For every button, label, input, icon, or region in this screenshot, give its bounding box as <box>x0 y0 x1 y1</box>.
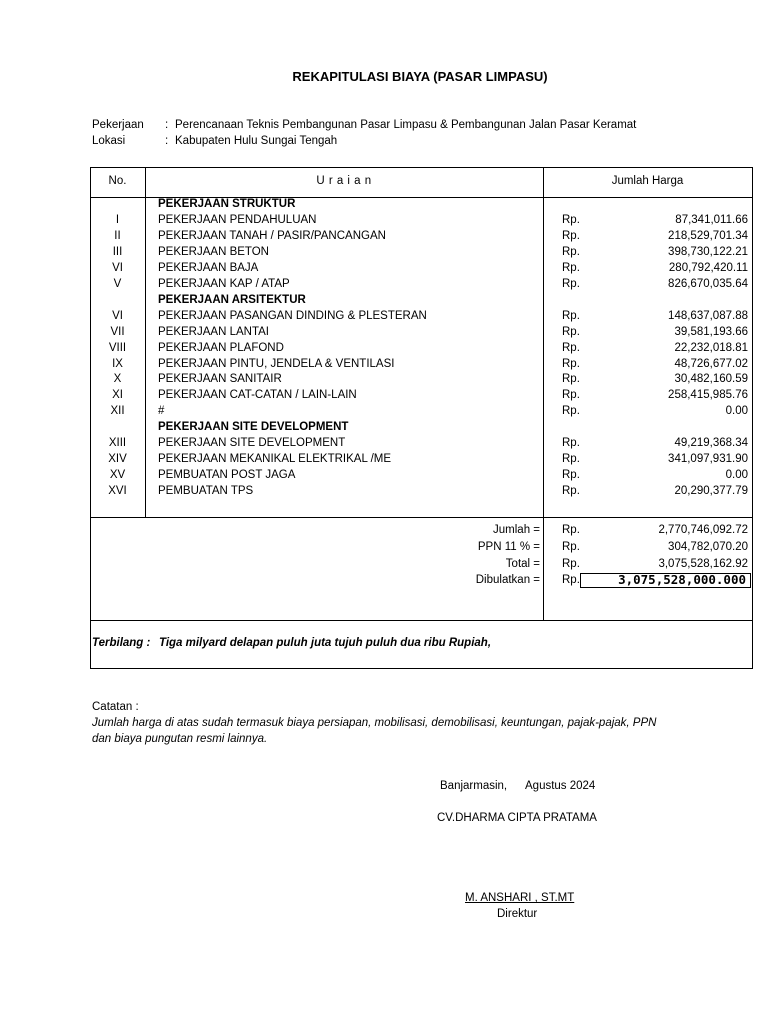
row-currency: Rp. <box>562 453 580 465</box>
dibulatkan-value: 3,075,528,000.000 <box>618 572 746 587</box>
lokasi-colon: : <box>165 135 169 147</box>
row-amount: 0.00 <box>725 405 748 417</box>
signature-place: Banjarmasin, <box>440 780 508 792</box>
row-amount: 826,670,035.64 <box>668 278 748 290</box>
row-amount: 341,097,931.90 <box>668 453 748 465</box>
terbilang-text: Tiga milyard delapan puluh juta tujuh puluh dua ribu Rupiah, <box>159 637 492 649</box>
row-amount: 22,232,018.81 <box>674 342 748 354</box>
row-currency: Rp. <box>562 469 580 481</box>
pekerjaan-label: Pekerjaan <box>92 119 144 131</box>
row-amount: 30,482,160.59 <box>674 373 748 385</box>
catatan-line-1: Jumlah harga di atas sudah termasuk biaya persiapan, mobilisasi, demobilisasi, keuntungan, pajak-pajak, PPN <box>92 717 657 729</box>
row-description: PEMBUATAN TPS <box>158 485 254 497</box>
row-number: III <box>112 246 123 258</box>
lokasi-value: Kabupaten Hulu Sungai Tengah <box>175 135 338 147</box>
row-currency: Rp. <box>562 485 580 497</box>
pekerjaan-value: Perencanaan Teknis Pembangunan Pasar Limpasu & Pembangunan Jalan Pasar Keramat <box>175 119 637 131</box>
ppn-currency: Rp. <box>562 541 580 553</box>
row-currency: Rp. <box>562 373 580 385</box>
row-number: XIV <box>108 453 127 465</box>
row-currency: Rp. <box>562 405 580 417</box>
section-heading: PEKERJAAN ARSITEKTUR <box>158 294 306 306</box>
row-number: XVI <box>108 485 127 497</box>
row-amount: 49,219,368.34 <box>674 437 748 449</box>
row-amount: 20,290,377.79 <box>674 485 748 497</box>
row-number: V <box>113 278 122 290</box>
row-currency: Rp. <box>562 437 580 449</box>
dibulatkan-label: Dibulatkan = <box>475 574 540 586</box>
row-description: PEKERJAAN PINTU, JENDELA & VENTILASI <box>158 358 395 370</box>
row-number: XIII <box>108 437 127 449</box>
row-number: XV <box>109 469 126 481</box>
row-number: VIII <box>108 342 127 354</box>
row-amount: 280,792,420.11 <box>668 262 748 274</box>
row-amount: 48,726,677.02 <box>674 358 748 370</box>
section-heading: PEKERJAAN STRUKTUR <box>158 198 296 210</box>
row-currency: Rp. <box>562 389 580 401</box>
column-header-no: No. <box>108 175 127 187</box>
row-currency: Rp. <box>562 278 580 290</box>
row-amount: 218,529,701.34 <box>668 230 748 242</box>
catatan-line-2: dan biaya pungutan resmi lainnya. <box>92 733 268 745</box>
row-currency: Rp. <box>562 262 580 274</box>
row-currency: Rp. <box>562 358 580 370</box>
row-amount: 258,415,985.76 <box>668 389 748 401</box>
row-number: I <box>115 214 120 226</box>
row-description: PEKERJAAN SANITAIR <box>158 373 282 385</box>
row-number: VI <box>112 310 123 322</box>
row-description: PEKERJAAN KAP / ATAP <box>158 278 290 290</box>
lokasi-label: Lokasi <box>92 135 126 147</box>
row-description: PEKERJAAN BAJA <box>158 262 259 274</box>
ppn-value: 304,782,070.20 <box>668 541 748 553</box>
row-amount: 148,637,087.88 <box>668 310 748 322</box>
jumlah-value: 2,770,746,092.72 <box>658 524 748 536</box>
row-description: PEMBUATAN POST JAGA <box>158 469 296 481</box>
row-description: PEKERJAAN BETON <box>158 246 269 258</box>
row-amount: 87,341,011.66 <box>675 214 748 226</box>
row-description: PEKERJAAN MEKANIKAL ELEKTRIKAL /ME <box>158 453 392 465</box>
row-description: PEKERJAAN CAT-CATAN / LAIN-LAIN <box>158 389 357 401</box>
row-description: PEKERJAAN TANAH / PASIR/PANCANGAN <box>158 230 386 242</box>
row-currency: Rp. <box>562 342 580 354</box>
row-number: XI <box>112 389 123 401</box>
signature-position: Direktur <box>497 908 538 920</box>
column-header-jumlah: Jumlah Harga <box>611 175 684 187</box>
row-description: PEKERJAAN PENDAHULUAN <box>158 214 317 226</box>
page-title: REKAPITULASI BIAYA (PASAR LIMPASU) <box>292 69 548 84</box>
row-number: VI <box>112 262 123 274</box>
row-amount: 398,730,122.21 <box>668 246 748 258</box>
terbilang-label: Terbilang : <box>92 637 151 649</box>
row-amount: 39,581,193.66 <box>674 326 748 338</box>
row-description: PEKERJAAN SITE DEVELOPMENT <box>158 437 346 449</box>
pekerjaan-colon: : <box>165 119 169 131</box>
row-description: # <box>158 405 165 417</box>
row-description: PEKERJAAN PLAFOND <box>158 342 284 354</box>
row-currency: Rp. <box>562 230 580 242</box>
ppn-label: PPN 11 % = <box>477 541 540 553</box>
row-number: IX <box>112 358 123 370</box>
jumlah-label: Jumlah = <box>493 524 540 536</box>
row-number: VII <box>110 326 125 338</box>
row-currency: Rp. <box>562 214 580 226</box>
row-description: PEKERJAAN PASANGAN DINDING & PLESTERAN <box>158 310 427 322</box>
row-currency: Rp. <box>562 246 580 258</box>
row-amount: 0.00 <box>725 469 748 481</box>
row-number: X <box>113 373 122 385</box>
signature-company: CV.DHARMA CIPTA PRATAMA <box>437 812 597 824</box>
jumlah-currency: Rp. <box>562 524 580 536</box>
signature-date: Agustus 2024 <box>525 780 596 792</box>
total-label: Total = <box>505 558 540 570</box>
row-currency: Rp. <box>562 326 580 338</box>
dibulatkan-currency: Rp. <box>562 574 580 586</box>
catatan-label: Catatan : <box>92 701 139 713</box>
column-header-uraian: U r a i a n <box>316 175 372 187</box>
section-heading: PEKERJAAN SITE DEVELOPMENT <box>158 421 349 433</box>
signature-name: M. ANSHARI , ST.MT <box>465 892 575 904</box>
total-currency: Rp. <box>562 558 580 570</box>
total-value: 3,075,528,162.92 <box>658 558 748 570</box>
row-number: II <box>114 230 121 242</box>
row-description: PEKERJAAN LANTAI <box>158 326 269 338</box>
row-currency: Rp. <box>562 310 580 322</box>
row-number: XII <box>110 405 125 417</box>
